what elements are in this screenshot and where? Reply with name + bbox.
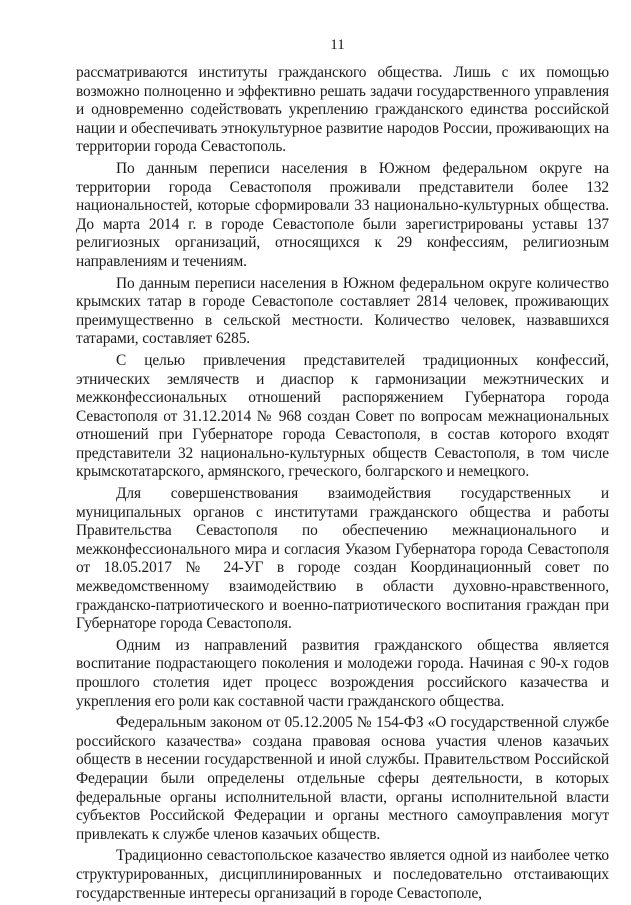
paragraph-1: рассматриваются институты гражданского общества. Лишь с их помощью возможно полноценно и эффективно решать задачи государственного управления и одновременно содействовать укреплению гражданского единства российской нации и обеспечивать этнокультурное развитие народов России, проживающих на территории города Севастополь. — [76, 64, 609, 156]
paragraph-8: Традиционно севастопольское казачество является одной из наиболее четко структурированных, дисциплинированных и последовательно отстаивающих государственные интересы организаций в городе Севастополе, — [76, 847, 609, 902]
paragraph-5: Для совершенствования взаимодействия государственных и муниципальных органов с институтами гражданского общества и работы Правительства Севастополя по обеспечению межнационального и межконфессионального мира и согласия Указом Губернатора города Севастополя от 18.05.2017 № 24-УГ в городе создан Координационный совет по межведомственному взаимодействию в области духовно-нравственного, гражданско-патриотического и военно-патриотического воспитания граждан при Губернаторе города Севастополя. — [76, 485, 609, 633]
page-number: 11 — [330, 37, 345, 53]
paragraph-2: По данным переписи населения в Южном федеральном округе на территории города Севастополя проживали представители более 132 национальностей, которые сформировали 33 национально-культурных общества. До марта 2014 г. в городе Севастополе были зарегистрированы уставы 137 религиозных организаций, относящихся к 29 конфессиям, религиозным направлениям и течениям. — [76, 159, 609, 270]
paragraph-3: По данным переписи населения в Южном федеральном округе количество крымских татар в городе Севастополе составляет 2814 человек, проживающих преимущественно в сельской местности. Количество человек, назвавшихся татарами, составляет 6285. — [76, 274, 609, 348]
paragraph-6: Одним из направлений развития гражданского общества является воспитание подрастающего поколения и молодежи города. Начиная с 90-х годов прошлого столетия идет процесс возрождения российского казачества и укрепления его роли как составной части гражданского общества. — [76, 636, 609, 710]
paragraph-7: Федеральным законом от 05.12.2005 № 154-ФЗ «О государственной службе российского казачества» создана правовая основа участия членов казачьих обществ в несении государственной и иной службы. Правительством Российской Федерации были определены отдельные сферы деятельности, в которых федеральные органы исполнительной власти, органы исполнительной власти субъектов Российской Федерации и органы местного самоуправления могут привлекать к службе членов казачьих обществ. — [76, 714, 609, 843]
paragraph-4: С целью привлечения представителей традиционных конфессий, этнических землячеств и диаспор к гармонизации межэтнических и межконфессиональных отношений распоряжением Губернатора города Севастополя от 31.12.2014 № 968 создан Совет по вопросам межнациональных отношений при Губернаторе города Севастополя, в состав которого входят представители 32 национально-культурных обществ Севастополя, в том числе крымскотатарского, армянского, греческого, болгарского и немецкого. — [76, 351, 609, 481]
